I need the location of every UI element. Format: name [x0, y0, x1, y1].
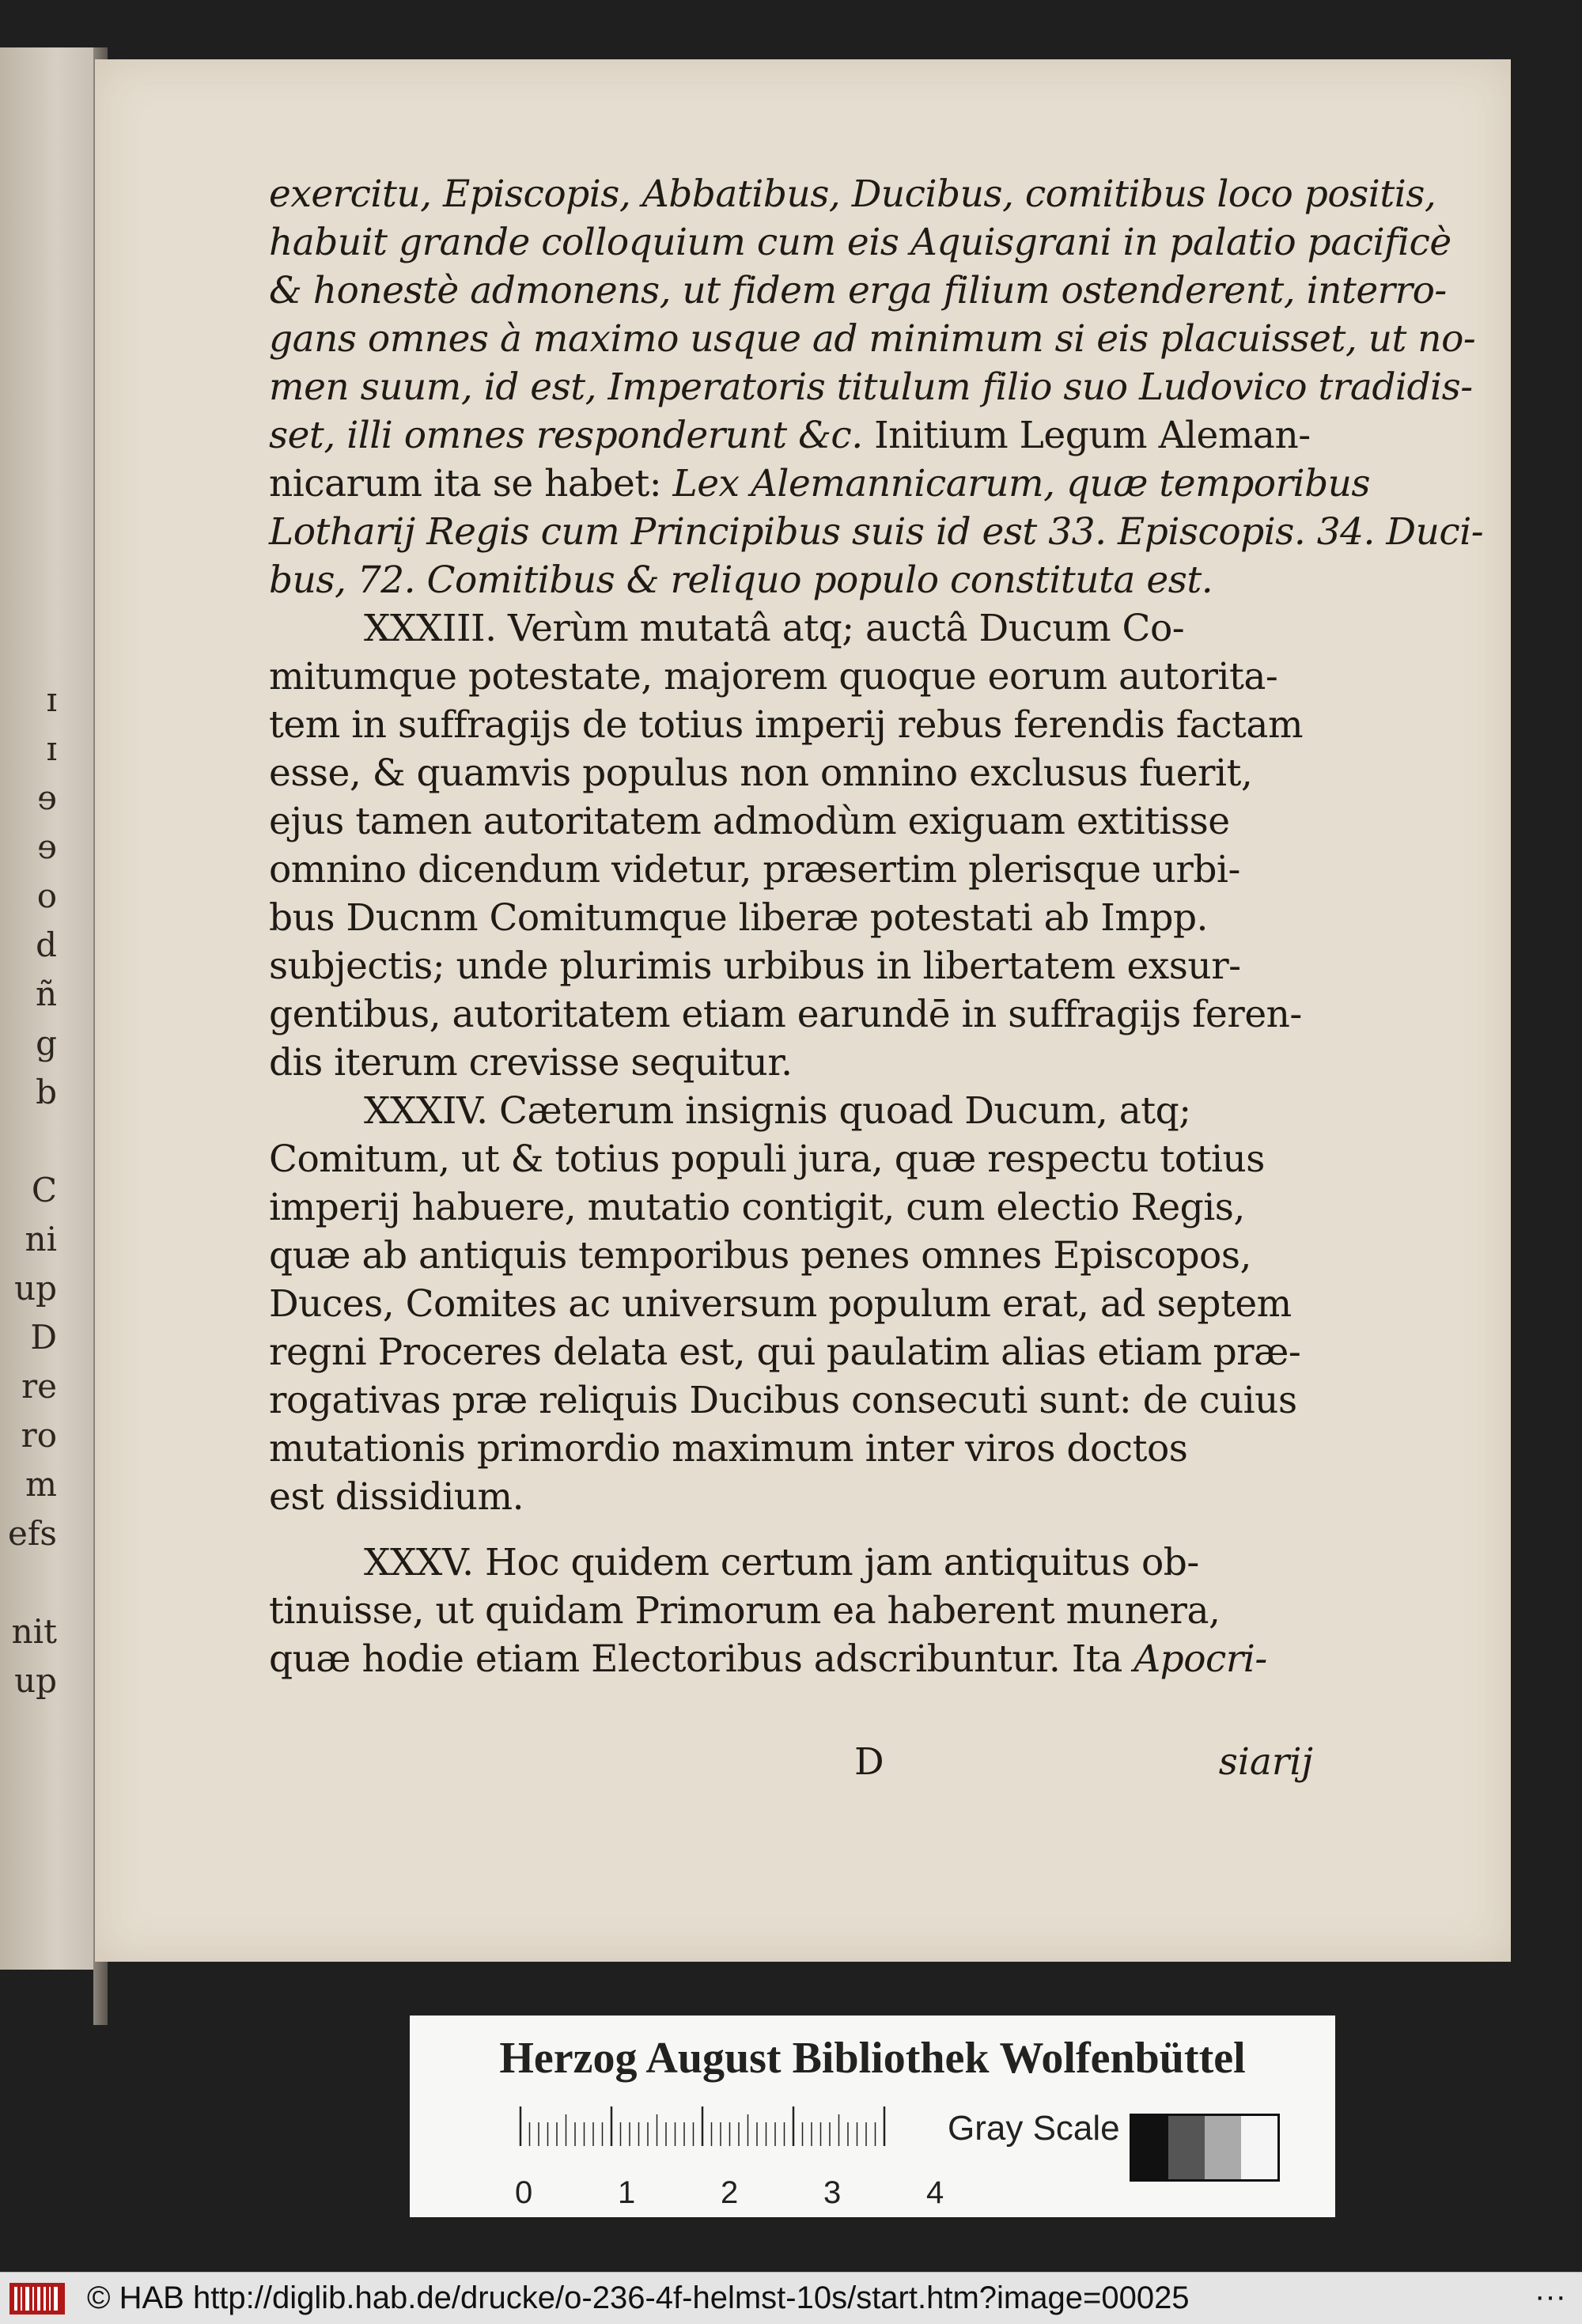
- italic-span: Apocri-: [1134, 1637, 1267, 1681]
- ruler-number: 2: [721, 2175, 739, 2210]
- text-line: imperij habuere, mutatio contigit, cum electio Regis,: [269, 1186, 1245, 1229]
- prev-page-glyph: nit: [11, 1612, 57, 1651]
- roman-span: nicarum ita se habet:: [269, 462, 673, 505]
- text-line: tem in suffragijs de totius imperij rebus ferendis factam: [269, 703, 1304, 747]
- signature-mark: D: [854, 1740, 884, 1784]
- text-line: bus, 72. Comitibus & reliquo populo constituta est.: [269, 558, 1213, 602]
- library-color-chart: [410, 2016, 1335, 2217]
- bottom-status-bar: [0, 2272, 1582, 2324]
- text-line: exercitu, Episcopis, Abbatibus, Ducibus, comitibus loco positis,: [269, 172, 1436, 216]
- page-footer: [269, 1740, 1313, 1796]
- text-line: habuit grande colloquium cum eis Aquisgrani in palatio pacificè: [269, 221, 1451, 264]
- gray-swatch: [1241, 2116, 1277, 2179]
- prev-page-glyph: C: [31, 1171, 57, 1209]
- prev-page-glyph: d: [36, 925, 57, 964]
- prev-page-glyph: [0, 1563, 63, 1612]
- text-line: [269, 460, 1371, 508]
- text-line: gentibus, autoritatem etiam earundē in suffragijs feren-: [269, 993, 1302, 1036]
- prev-page-glyph: ñ: [35, 975, 57, 1013]
- text-line: XXXIII. Verùm mutatâ atq; auctâ Ducum Co-: [364, 607, 1185, 650]
- prev-page-glyph: [0, 1122, 63, 1171]
- text-line: men suum, id est, Imperatoris titulum filio suo Ludovico tradidis-: [269, 365, 1473, 409]
- text-line: Comitum, ut & totius populi jura, quæ respectu totius: [269, 1137, 1265, 1181]
- text-line: mutationis primordio maximum inter viros doctos: [269, 1427, 1188, 1470]
- text-line: subjectis; unde plurimis urbibus in libertatem exsur-: [269, 944, 1241, 988]
- text-line: dis iterum crevisse sequitur.: [269, 1041, 793, 1084]
- ruler-number: 1: [618, 2175, 636, 2210]
- prev-page-glyph: D: [30, 1318, 57, 1357]
- prev-page-glyph: ni: [25, 1220, 57, 1259]
- prev-page-glyph: up: [14, 1269, 57, 1308]
- prev-page-glyph: b: [36, 1073, 57, 1111]
- gray-swatch: [1132, 2116, 1168, 2179]
- prev-page-glyph: m: [25, 1465, 57, 1504]
- text-line: [269, 1521, 1313, 1539]
- ruler-number: 3: [823, 2175, 842, 2210]
- barcode-icon: [9, 2283, 65, 2315]
- prev-page-glyph: re: [21, 1367, 57, 1406]
- gray-scale-swatches: [1130, 2114, 1280, 2182]
- gray-swatch: [1205, 2116, 1241, 2179]
- prev-page-glyph: up: [14, 1661, 57, 1700]
- prev-page-glyph: o: [36, 876, 57, 915]
- text-line: & honestè admonens, ut fidem erga filium ostenderent, interro-: [269, 269, 1447, 312]
- gray-swatch: [1168, 2116, 1205, 2179]
- text-line: ejus tamen autoritatem admodùm exiguam extitisse: [269, 800, 1230, 843]
- prev-page-glyph: ɪ: [46, 680, 57, 719]
- text-line: [269, 1635, 1313, 1683]
- ruler-number: 4: [926, 2175, 944, 2210]
- prev-page-glyph: g: [36, 1024, 57, 1062]
- text-line: quæ ab antiquis temporibus penes omnes Episcopos,: [269, 1234, 1251, 1277]
- prev-page-glyph: ɪ: [46, 729, 57, 768]
- prev-page-glyph: ɘ: [37, 827, 57, 866]
- text-line: est dissidium.: [269, 1475, 524, 1519]
- text-line: [269, 411, 1313, 460]
- more-icon[interactable]: ···: [1535, 2279, 1566, 2314]
- italic-span: Lex Alemannicarum, quæ temporibus: [672, 462, 1371, 505]
- ruler-number: 0: [515, 2175, 533, 2210]
- text-line: esse, & quamvis populus non omnino exclusus fuerit,: [269, 751, 1253, 795]
- text-line: regni Proceres delata est, qui paulatim alias etiam præ-: [269, 1330, 1301, 1374]
- italic-span: set, illi omnes responderunt &c.: [269, 414, 863, 457]
- page-text: [269, 170, 1484, 1683]
- text-line: mitumque potestate, majorem quoque eorum autorita-: [269, 655, 1278, 698]
- text-line: tinuisse, ut quidam Primorum ea haberent munera,: [269, 1589, 1221, 1633]
- prev-page-glyph: ɘ: [37, 778, 57, 817]
- source-url[interactable]: © HAB http://diglib.hab.de/drucke/o-236-4f-helmst-10s/start.htm?image=00025: [87, 2280, 1190, 2315]
- text-line: Duces, Comites ac universum populum erat, ad septem: [269, 1282, 1292, 1326]
- text-line: Lotharij Regis cum Principibus suis id est 33. Episcopis. 34. Duci-: [269, 510, 1484, 554]
- gray-scale-label: Gray Scale: [948, 2109, 1120, 2148]
- roman-span: quæ hodie etiam Electoribus adscribuntur. Ita: [269, 1637, 1134, 1681]
- text-line: omnino dicendum videtur, præsertim plerisque urbi-: [269, 848, 1240, 891]
- library-name: Herzog August Bibliothek Wolfenbüttel: [499, 2034, 1246, 2083]
- prev-page-glyph: ro: [21, 1416, 57, 1455]
- catchword: siarij: [1218, 1740, 1313, 1784]
- prev-page-glyph: efs: [8, 1514, 57, 1553]
- previous-page-glyphs: [0, 680, 63, 1710]
- roman-span: Initium Legum Aleman-: [862, 414, 1311, 457]
- ruler-scale: [511, 2103, 906, 2182]
- text-line: rogativas præ reliquis Ducibus consecuti sunt: de cuius: [269, 1379, 1297, 1422]
- text-line: gans omnes à maximo usque ad minimum si eis placuisset, ut no-: [269, 317, 1476, 361]
- book-page: [95, 59, 1511, 1962]
- text-line: XXXV. Hoc quidem certum jam antiquitus ob-: [364, 1541, 1199, 1584]
- text-line: XXXIV. Cæterum insignis quoad Ducum, atq;: [364, 1089, 1191, 1133]
- text-line: bus Ducnm Comitumque liberæ potestati ab Impp.: [269, 896, 1208, 940]
